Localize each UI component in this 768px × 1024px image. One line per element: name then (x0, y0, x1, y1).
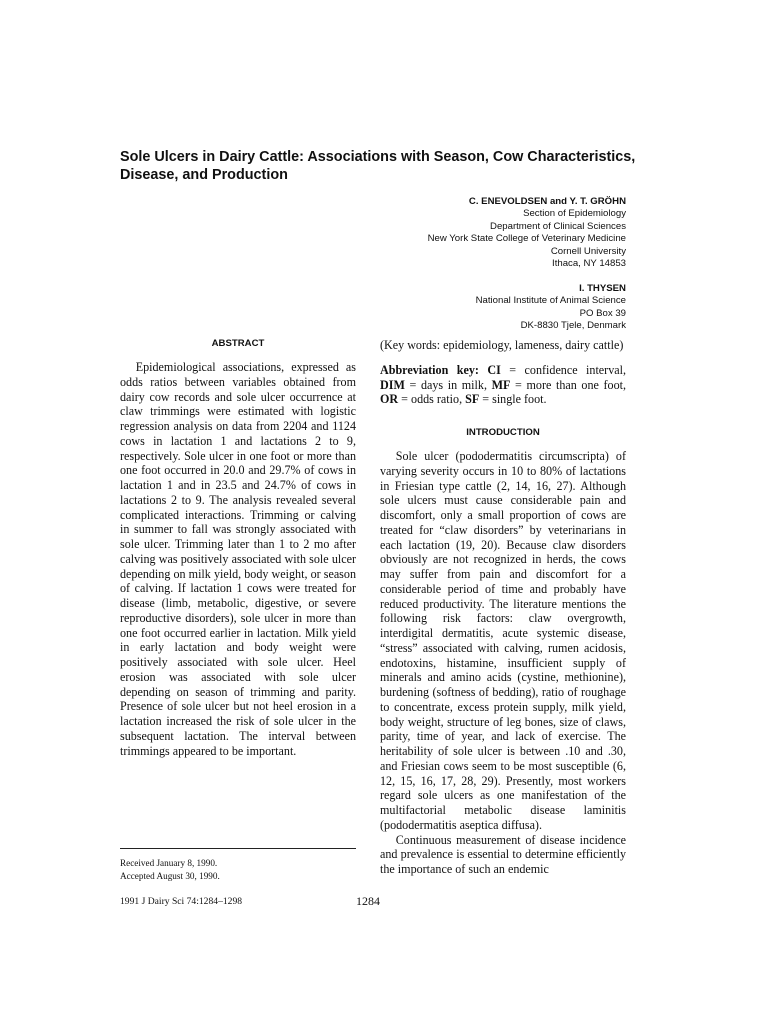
abbr-definition: single foot (492, 392, 544, 407)
affiliation-line: PO Box 39 (579, 307, 626, 319)
accepted-date: Accepted August 30, 1990. (120, 871, 220, 881)
author-names-1: C. ENEVOLDSEN and Y. T. GRÖHN (468, 196, 626, 207)
journal-citation: 1991 J Dairy Sci 74:1284–1298 (120, 896, 243, 907)
abstract-text: Epidemiological associations, expressed as odds ratios between variables obtained from dairy cow records and sole ulcer occurrence at claw trimmings were estimated with logistic regression analysis on data from 2204 and 1124 cows in lactation 1 and lactations 2 to 9, respectively. Sole ulcer in one foot or more than one foot occurred in 20.0 and 29.7% of cows in lactation 1 and in 23.5 and 24.7% of cows in lactations 2 to 9. The analysis revealed several complicated interactions. Trimming or calving in summer to fall was strongly associated with sole ulcer. Trimming later than 1 to 2 mo after calving was positively associated with sole ulcer depending on milk yield, body weight, or season of calving. If lactation 1 cows were treated for disease (limb, metabolic, digestive, or severe reproductive disorders), sole ulcer in more than one foot occurred earlier in lactation. Milk yield in early lactation and body weight were positively associated with sole ulcer. Heel erosion was associated with sole ulcer depending on season of trimming and parity. Presence of sole ulcer but not heel erosion in a lactation increased the risk of sole ulcer in the subsequent lactation. The interval between trimmings appeared to be important. (120, 360, 356, 758)
introduction-paragraph-2: Continuous measurement of disease incidence and prevalence is essential to determine efficiently the importance of such an endemic (380, 832, 626, 876)
received-date: Received January 8, 1990. (120, 858, 218, 868)
abstract-heading: ABSTRACT (211, 338, 265, 349)
abbr-definition: odds ratio (411, 392, 460, 407)
abbr-term: MF (491, 377, 511, 392)
abbr-definition: days in milk (420, 377, 484, 392)
affiliation-line: New York State College of Veterinary Medicine (427, 233, 626, 245)
affiliation-line: Ithaca, NY 14853 (552, 258, 626, 270)
introduction-heading: INTRODUCTION (466, 427, 540, 438)
abbr-term: DIM (380, 377, 405, 392)
affiliation-line: National Institute of Animal Science (475, 295, 626, 307)
affiliation-line: DK-8830 Tjele, Denmark (520, 320, 626, 332)
paper-title: Sole Ulcers in Dairy Cattle: Associations with Season, Cow Characteristics, Disease, and Production (120, 149, 636, 183)
affiliation-line: Cornell University (550, 245, 626, 257)
introduction-paragraph-1: Sole ulcer (pododermatitis circumscripta) of varying severity occurs in 10 to 80% of lactations in Friesian type cattle (2, 14, 16, 27). Although sole ulcers must cause considerable pain and discomfort, only a small proportion of cows are treated for “claw disorders” by veterinarians in each lactation (19, 20). Because claw disorders obviously are not recognized in herds, the cows may suffer from pain and discomfort for a considerable period of time and probably have reduced productivity. The literature mentions the following risk factors: claw overgrowth, interdigital dermatitis, acute systemic disease, “stress” associated with calving, rumen acidosis, endotoxins, histamine, insufficient supply of minerals and amino acids (cystine, methionine), burdening (softness of bedding), ratio of roughage to concentrate, excess protein supply, milk yield, body weight, structure of leg bones, size of claws, parity, time of year, and lack of exercise. The heritability of sole ulcer is between .10 and .30, and Friesian cows seem to be most susceptible (6, 12, 15, 16, 17, 28, 29). Presently, most workers regard sole ulcers as one manifestation of the multifactorial metabolic disease laminitis (pododermatitis aseptica diffusa). (380, 449, 626, 832)
left-column (120, 338, 356, 758)
abbreviation-key-label: Abbreviation key: (380, 362, 479, 377)
abbr-definition: confidence interval (524, 362, 623, 377)
author-names-2: I. THYSEN (579, 283, 626, 294)
page-number: 1284 (356, 894, 380, 908)
abbreviation-key: Abbreviation key: CI = confidence interval, DIM = days in milk, MF = more than one foot, OR = odds ratio, SF = single foot. (380, 362, 627, 407)
keywords: (Key words: epidemiology, lameness, dairy cattle) (380, 338, 624, 352)
received-footnote (120, 848, 356, 883)
abbr-term: CI (487, 362, 501, 377)
abbr-term: OR (380, 392, 399, 407)
author-affiliation-1 (266, 196, 626, 270)
right-column (380, 338, 626, 877)
affiliation-line: Section of Epidemiology (523, 208, 626, 220)
author-affiliation-2 (266, 283, 626, 333)
abbr-definition: more than one foot (526, 377, 623, 392)
abbr-term: SF (465, 392, 480, 407)
affiliation-line: Department of Clinical Sciences (490, 220, 626, 232)
